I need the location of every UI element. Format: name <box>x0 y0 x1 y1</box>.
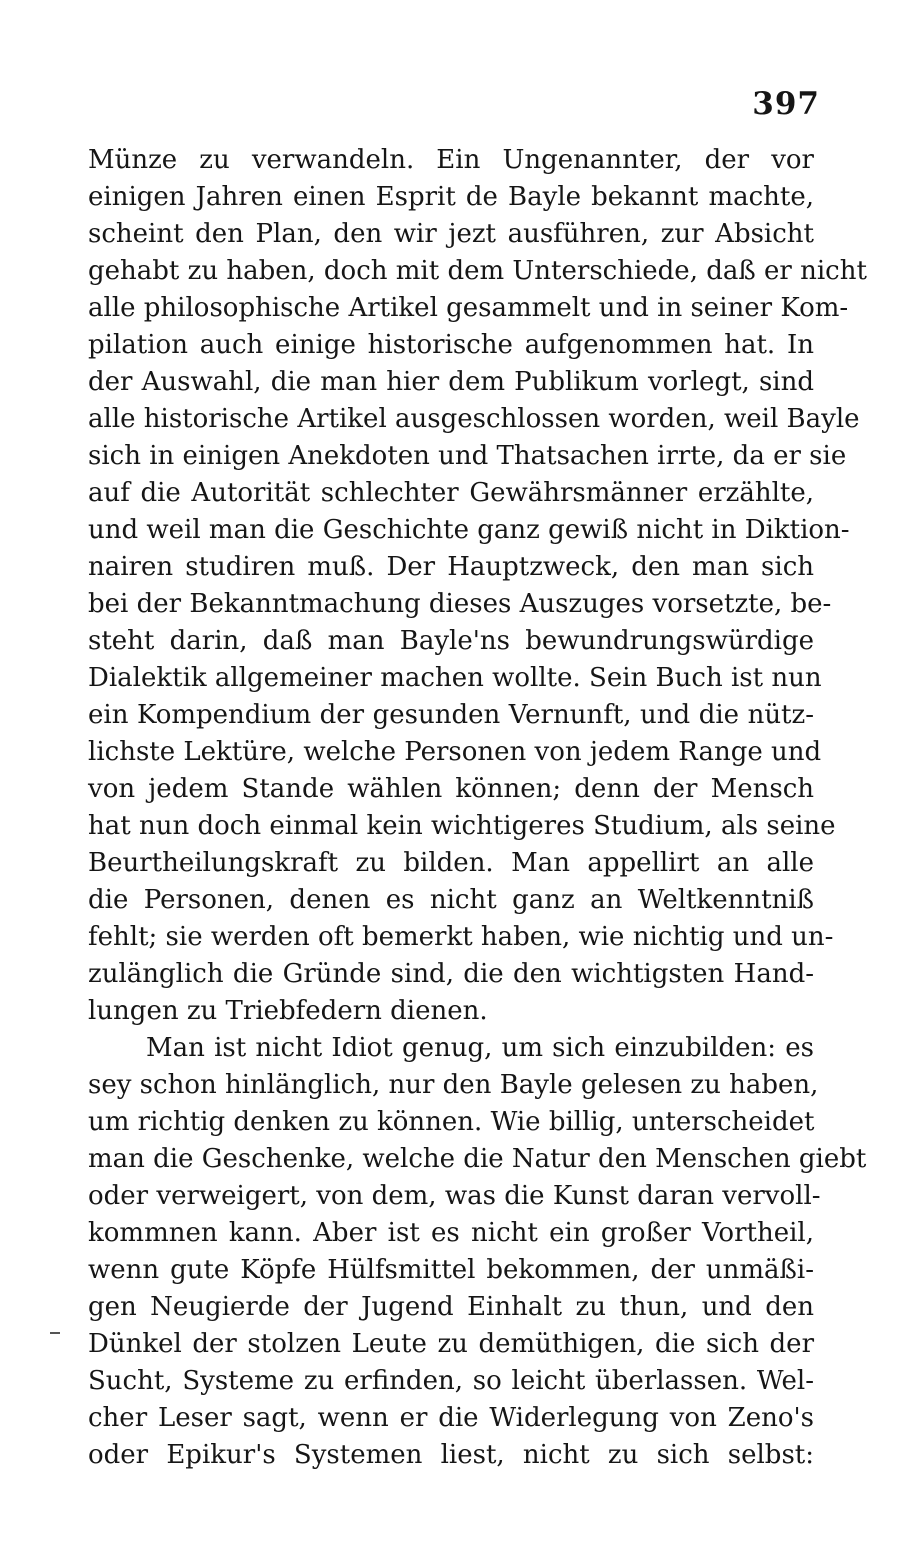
text-line: wenn gute Köpfe Hülfsmittel bekommen, der unmäßi- <box>88 1255 814 1285</box>
text-line: der Auswahl, die man hier dem Publikum vorlegt, sind <box>88 367 814 397</box>
text-line: die Personen, denen es nicht ganz an Weltkenntniß <box>88 885 814 915</box>
text-line: sich in einigen Anekdoten und Thatsachen irrte, da er sie <box>88 441 847 471</box>
text-line: alle historische Artikel ausgeschlossen worden, weil Bayle <box>88 404 860 434</box>
text-line: bei der Bekanntmachung dieses Auszuges vorsetzte, be- <box>88 589 832 619</box>
text-line: cher Leser sagt, wenn er die Widerlegung von Zeno's <box>88 1403 814 1433</box>
page-number: 397 <box>752 86 820 122</box>
text-line: einigen Jahren einen Esprit de Bayle bekannt machte, <box>88 182 814 212</box>
text-line: kommnen kann. Aber ist es nicht ein großer Vortheil, <box>88 1218 814 1248</box>
text-line: ein Kompendium der gesunden Vernunft, und die nütz- <box>88 700 814 730</box>
text-line: auf die Autorität schlechter Gewährsmänner erzählte, <box>88 478 814 508</box>
text-line: hat nun doch einmal kein wichtigeres Studium, als seine <box>88 811 836 841</box>
text-line: zulänglich die Gründe sind, die den wichtigsten Hand- <box>88 959 814 989</box>
text-line: nairen studiren muß. Der Hauptzweck, den man sich <box>88 552 814 582</box>
paragraph-end-line: lungen zu Triebfedern dienen. <box>88 996 488 1026</box>
text-line: Sucht, Systeme zu erfinden, so leicht überlassen. Wel- <box>88 1366 814 1396</box>
text-line: man die Geschenke, welche die Natur den Menschen giebt <box>88 1144 867 1174</box>
text-line: scheint den Plan, den wir jezt ausführen, zur Absicht <box>88 219 814 249</box>
text-line: oder Epikur's Systemen liest, nicht zu sich selbst: <box>88 1440 814 1470</box>
text-line: Dünkel der stolzen Leute zu demüthigen, die sich der <box>88 1329 814 1359</box>
ink-mark <box>50 1332 60 1334</box>
text-line: von jedem Stande wählen können; denn der Mensch <box>88 774 814 804</box>
text-line: um richtig denken zu können. Wie billig, unterscheidet <box>88 1107 815 1137</box>
text-line: und weil man die Geschichte ganz gewiß nicht in Diktion- <box>88 515 850 545</box>
paragraph-start-line: Man ist nicht Idiot genug, um sich einzubilden: es <box>146 1033 814 1063</box>
text-line: pilation auch einige historische aufgenommen hat. In <box>88 330 814 360</box>
text-line: Beurtheilungskraft zu bilden. Man appellirt an alle <box>88 848 814 878</box>
text-line: alle philosophische Artikel gesammelt und in seiner Kom- <box>88 293 849 323</box>
text-line: sey schon hinlänglich, nur den Bayle gelesen zu haben, <box>88 1070 819 1100</box>
text-line: fehlt; sie werden oft bemerkt haben, wie nichtig und un- <box>88 922 834 952</box>
text-line: Dialektik allgemeiner machen wollte. Sein Buch ist nun <box>88 663 822 693</box>
body-text <box>88 142 867 1474</box>
text-line: Münze zu verwandeln. Ein Ungenannter, der vor <box>88 145 814 175</box>
text-line: oder verweigert, von dem, was die Kunst daran vervoll- <box>88 1181 821 1211</box>
text-line: gen Neugierde der Jugend Einhalt zu thun, und den <box>88 1292 814 1322</box>
text-line: gehabt zu haben, doch mit dem Unterschiede, daß er nicht <box>88 256 867 286</box>
text-line: steht darin, daß man Bayle'ns bewundrungswürdige <box>88 626 814 656</box>
text-line: lichste Lektüre, welche Personen von jedem Range und <box>88 737 822 767</box>
